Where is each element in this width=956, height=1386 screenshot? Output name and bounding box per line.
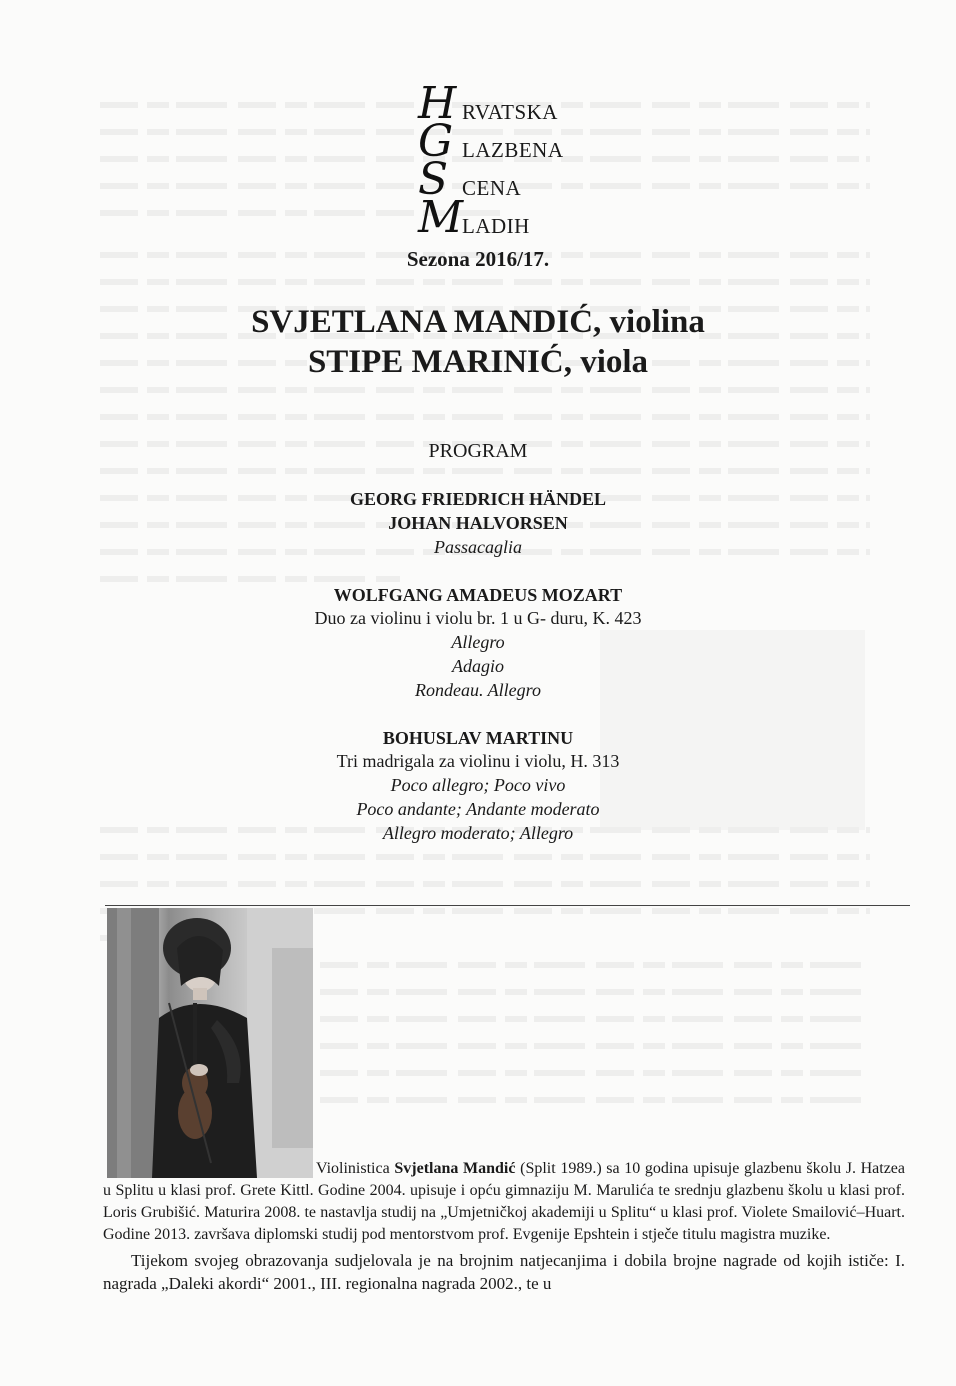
logo-row [418, 116, 638, 167]
biography [103, 1158, 905, 1295]
logo-initial: G [418, 116, 454, 167]
bio-name: Svjetlana Mandić [394, 1160, 516, 1177]
logo-word: RVATSKA [462, 100, 558, 124]
portrait-illustration [107, 908, 313, 1178]
movement-title: Adagio [452, 656, 504, 676]
movement-title: Passacaglia [434, 537, 522, 557]
program-heading: PROGRAM [428, 440, 528, 462]
logo-initial: M [418, 192, 464, 243]
program-list [0, 487, 956, 845]
logo-word: CENA [462, 176, 522, 200]
work-title: Tri madrigala za violinu i violu, H. 313 [336, 751, 620, 771]
program-piece [0, 583, 956, 702]
movement-title: Poco andante; Andante moderato [356, 799, 600, 819]
movement-title: Rondeau. Allegro [415, 680, 541, 700]
work-title: Duo za violinu i violu br. 1 u G- duru, K. 423 [314, 608, 642, 628]
composer-name: BOHUSLAV MARTINU [382, 728, 574, 748]
violinist-photo [107, 908, 313, 1178]
bio-paragraph [103, 1158, 905, 1246]
composer-name: WOLFGANG AMADEUS MOZART [333, 585, 623, 605]
movement-title: Poco allegro; Poco vivo [390, 775, 566, 795]
logo-word: LAZBENA [462, 138, 564, 162]
bio-lead: Violinistica [316, 1160, 395, 1177]
movement-title: Allegro moderato; Allegro [382, 823, 574, 843]
composer-name: JOHAN HALVORSEN [388, 513, 568, 533]
season-label: Sezona 2016/17. [406, 247, 550, 271]
performers-title [0, 302, 956, 382]
bio-text: (Split 1989.) sa 10 godina upisuje glazbenu školu J. Hatzea u Splitu u klasi prof. Grete Kittl. Godine 2004. upisuje i opću gimnaziju M. Marulića te srednju glazbenu školu u klasi prof. Loris Grubišić. Maturira 2008. te nastavlja studij na „Umjetničkoj akademiji u Splitu“ u klasi prof. Violete Smailović–Huart. Godine 2013. završava diplomski studij pod mentorstvom prof. Evgenije Epshtein i stječe titulu magistra muzike. [103, 1160, 906, 1243]
logo-initial: H [418, 78, 457, 129]
performer-line: SVJETLANA MANDIĆ, violina [251, 304, 705, 340]
bio-paragraph: Tijekom svojeg obrazovanja sudjelovala je na brojnim natjecanjima i dobila brojne nagrade od kojih ističe: I. nagrada „Daleki akordi“ 2001., III. regionalna nagrada 2002., te u [103, 1251, 905, 1293]
program-piece [0, 726, 956, 845]
section-divider [105, 905, 910, 906]
movement-title: Allegro [451, 632, 505, 652]
performer-line: STIPE MARINIĆ, viola [307, 344, 649, 380]
composer-name: GEORG FRIEDRICH HÄNDEL [349, 489, 607, 509]
logo-word: LADIH [462, 214, 530, 238]
program-piece [0, 487, 956, 559]
logo-row [418, 192, 638, 243]
logo-initial: S [418, 154, 449, 205]
hgsm-logo [418, 78, 638, 243]
